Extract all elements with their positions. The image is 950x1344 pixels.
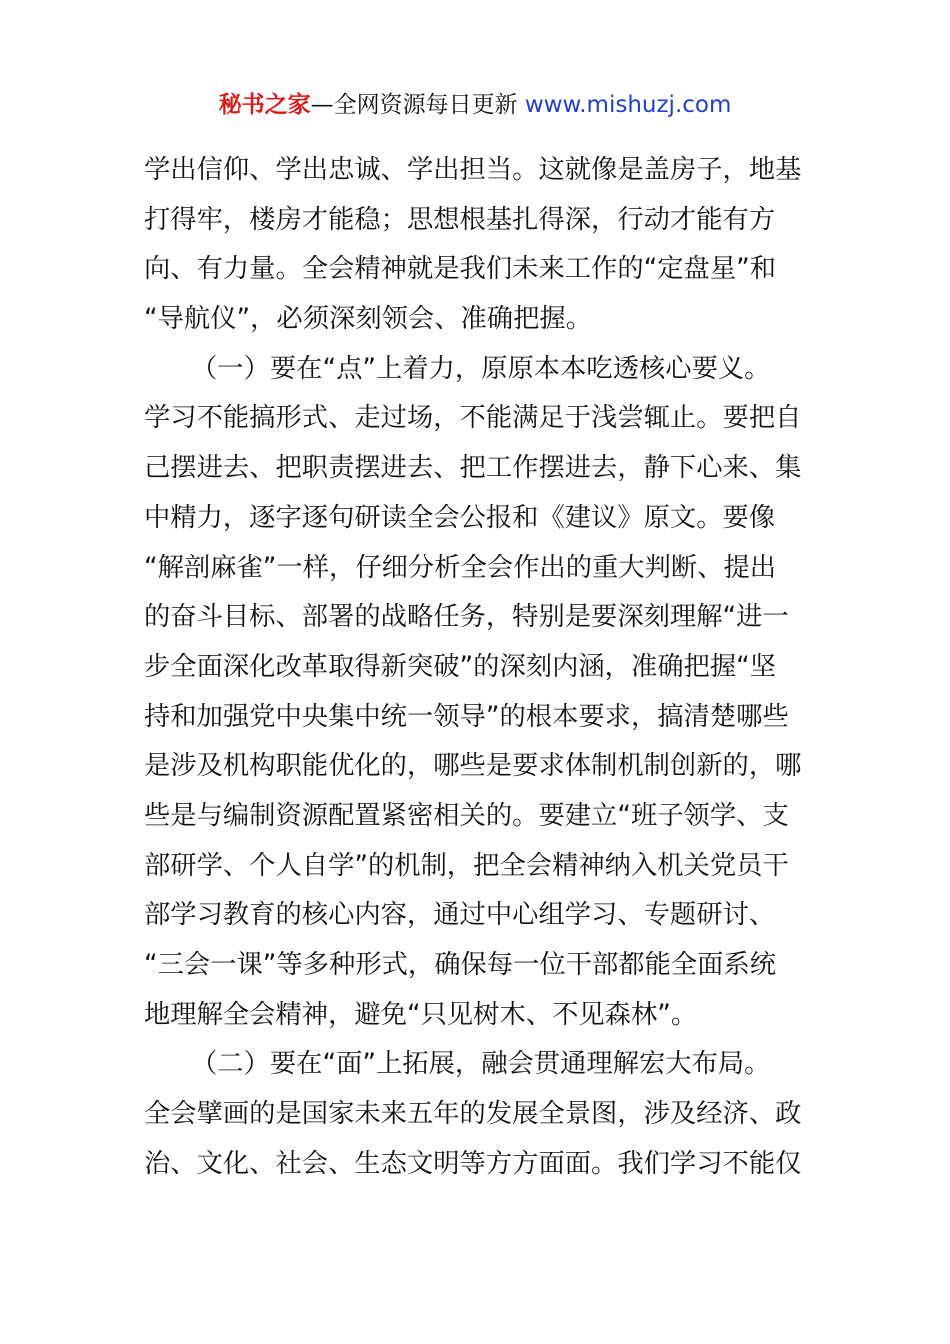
text-line: 步全面深化改革取得新突破”的深刻内涵，准确把握“坚 <box>144 651 777 682</box>
text-line: 打得牢，楼房才能稳；思想根基扎得深，行动才能有方 <box>144 204 776 235</box>
text-line: 学出信仰、学出忠诚、学出担当。这就像是盖房子，地基 <box>144 155 802 185</box>
site-url-link[interactable]: www.mishuzj.com <box>524 92 732 118</box>
text-line: 向、有力量。全会精神就是我们未来工作的“定盘星”和 <box>144 254 777 285</box>
section-heading-two: （二）要在“面”上拓展，融会贯通理解宏大布局。 <box>191 1049 771 1080</box>
section-heading-one: （一）要在“点”上着力，原原本本吃透核心要义。 <box>191 353 771 384</box>
text-line: 治、文化、社会、生态文明等方方面面。我们学习不能仅 <box>144 1148 802 1179</box>
text-line: 中精力，逐字逐句研读全会公报和《建议》原文。要像 <box>144 502 776 533</box>
text-line: 部研学、个人自学”的机制，把全会精神纳入机关党员干 <box>144 850 789 881</box>
text-line: “导航仪”，必须深刻领会、准确把握。 <box>144 304 592 335</box>
text-line: “三会一课”等多种形式，确保每一位干部都能全面系统 <box>144 950 777 980</box>
text-line: 些是与编制资源配置紧密相关的。要建立“班子领学、支 <box>144 800 789 831</box>
site-tagline: —全网资源每日更新 <box>310 92 518 118</box>
text-line: 持和加强党中央集中统一领导”的根本要求，搞清楚哪些 <box>144 701 789 732</box>
document-body <box>144 146 808 1189</box>
text-line: 部学习教育的核心内容，通过中心组学习、专题研讨、 <box>144 900 776 931</box>
text-line: 地理解全会精神，避免“只见树木、不见森林”。 <box>144 999 698 1030</box>
text-line: 是涉及机构职能优化的，哪些是要求体制机制创新的，哪 <box>144 751 802 782</box>
text-line: 全会擘画的是国家未来五年的发展全景图，涉及经济、政 <box>144 1099 802 1130</box>
text-line: 的奋斗目标、部署的战略任务，特别是要深刻理解“进一 <box>144 602 789 633</box>
site-brand: 秘书之家 <box>218 92 311 118</box>
text-line: “解剖麻雀”一样，仔细分析全会作出的重大判断、提出 <box>144 552 777 583</box>
text-line: 己摆进去、把职责摆进去、把工作摆进去，静下心来、集 <box>144 453 802 484</box>
text-line: 学习不能搞形式、走过场，不能满足于浅尝辄止。要把自 <box>144 403 802 434</box>
site-header <box>0 90 950 120</box>
